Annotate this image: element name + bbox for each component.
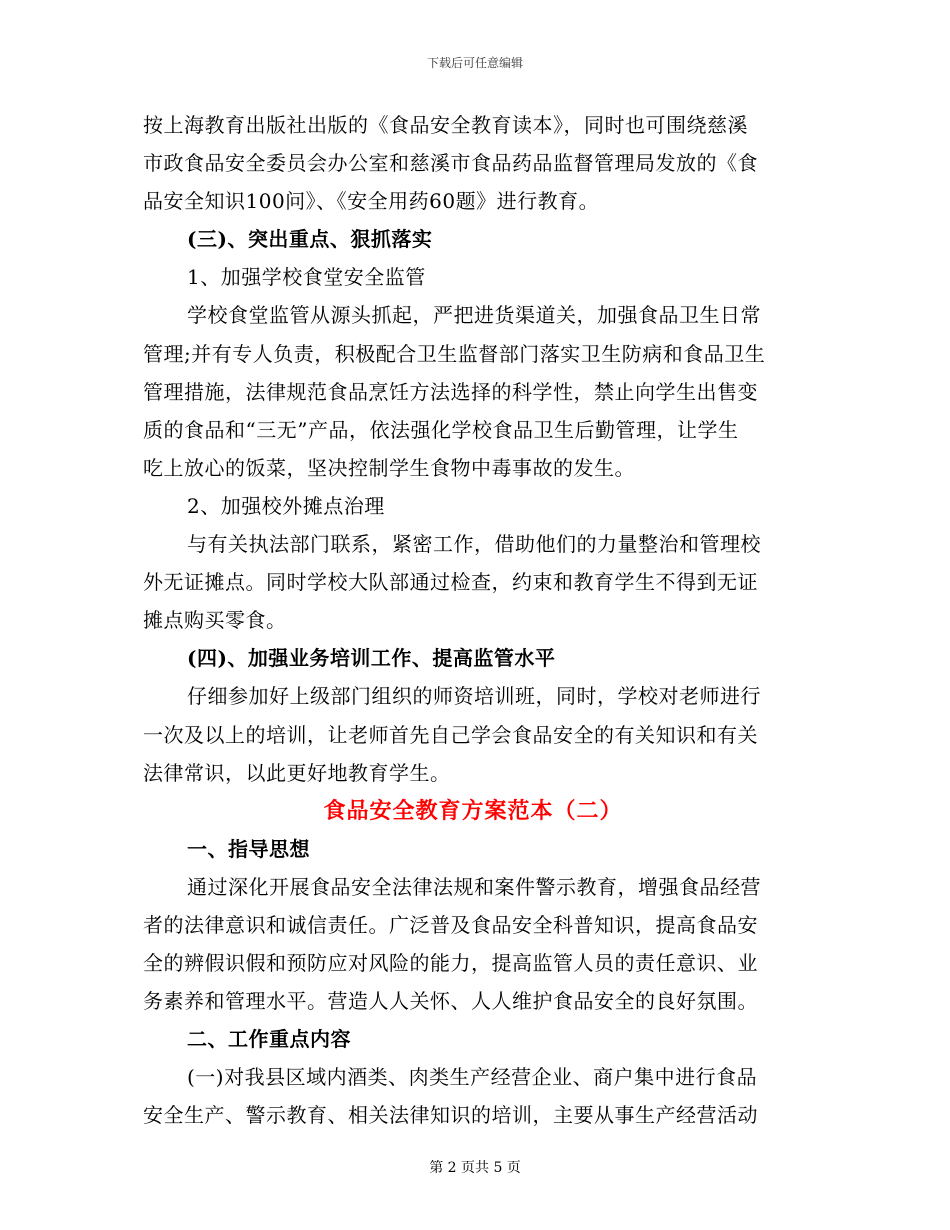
body-line: 法律常识，以此更好地教育学生。 [143, 760, 451, 785]
subsection-heading: 2、加强校外摊点治理 [187, 493, 385, 518]
body-line: 务素养和管理水平。营造人人关怀、人人维护食品安全的良好氛围。 [143, 989, 758, 1014]
body-line: 仔细参加好上级部门组织的师资培训班，同时，学校对老师进行 [187, 684, 761, 709]
body-line: 质的食品和“三无”产品，依法强化学校食品卫生后勤管理，让学生 [143, 417, 739, 442]
body-line: (一)对我县区域内酒类、肉类生产经营企业、商户集中进行食品 [187, 1065, 758, 1090]
body-line: 外无证摊点。同时学校大队部通过检查，约束和教育学生不得到无证 [143, 570, 758, 595]
document-body [143, 106, 803, 1135]
body-line: 管理措施，法律规范食品烹饪方法选择的科学性，禁止向学生出售变 [143, 379, 758, 404]
body-line: 摊点购买零食。 [143, 608, 287, 633]
body-line: 吃上放心的饭菜，坚决控制学生食物中毒事故的发生。 [143, 455, 635, 480]
page-footer: 第 2 页共 5 页 [429, 1160, 521, 1176]
body-line: 通过深化开展食品安全法律法规和案件警示教育，增强食品经营 [187, 874, 761, 899]
body-line: 按上海教育出版社出版的《食品安全教育读本》，同时也可围绕慈溪 [143, 113, 748, 137]
body-line: 市政食品安全委员会办公室和慈溪市食品药品监督管理局发放的《食 [143, 151, 758, 176]
section-heading: (三)、突出重点、狠抓落实 [187, 227, 433, 252]
section-heading: 二、工作重点内容 [187, 1027, 351, 1052]
body-line: 与有关执法部门联系，紧密工作，借助他们的力量整治和管理校 [187, 532, 761, 557]
body-line: 学校食堂监管从源头抓起，严把进货渠道关，加强食品卫生日常 [187, 303, 761, 328]
body-line: 品安全知识100问》、《安全用药60题》进行教育。 [143, 189, 600, 214]
body-line: 一次及以上的培训，让老师首先自己学会食品安全的有关知识和有关 [143, 722, 758, 747]
body-line: 安全生产、警示教育、相关法律知识的培训，主要从事生产经营活动 [143, 1103, 758, 1128]
document-title: 食品安全教育方案范本（二） [323, 797, 623, 824]
subsection-heading: 1、加强学校食堂安全监管 [187, 265, 426, 290]
body-line: 管理;并有专人负责，积极配合卫生监督部门落实卫生防病和食品卫生 [143, 341, 766, 366]
page-header: 下载后可任意编辑 [426, 56, 523, 70]
body-line: 者的法律意识和诚信责任。广泛普及食品安全科普知识，提高食品安 [143, 912, 758, 937]
body-line: 全的辨假识假和预防应对风险的能力，提高监管人员的责任意识、业 [143, 951, 758, 976]
section-heading: 一、指导思想 [187, 836, 310, 861]
section-heading: (四)、加强业务培训工作、提高监管水平 [187, 646, 556, 671]
